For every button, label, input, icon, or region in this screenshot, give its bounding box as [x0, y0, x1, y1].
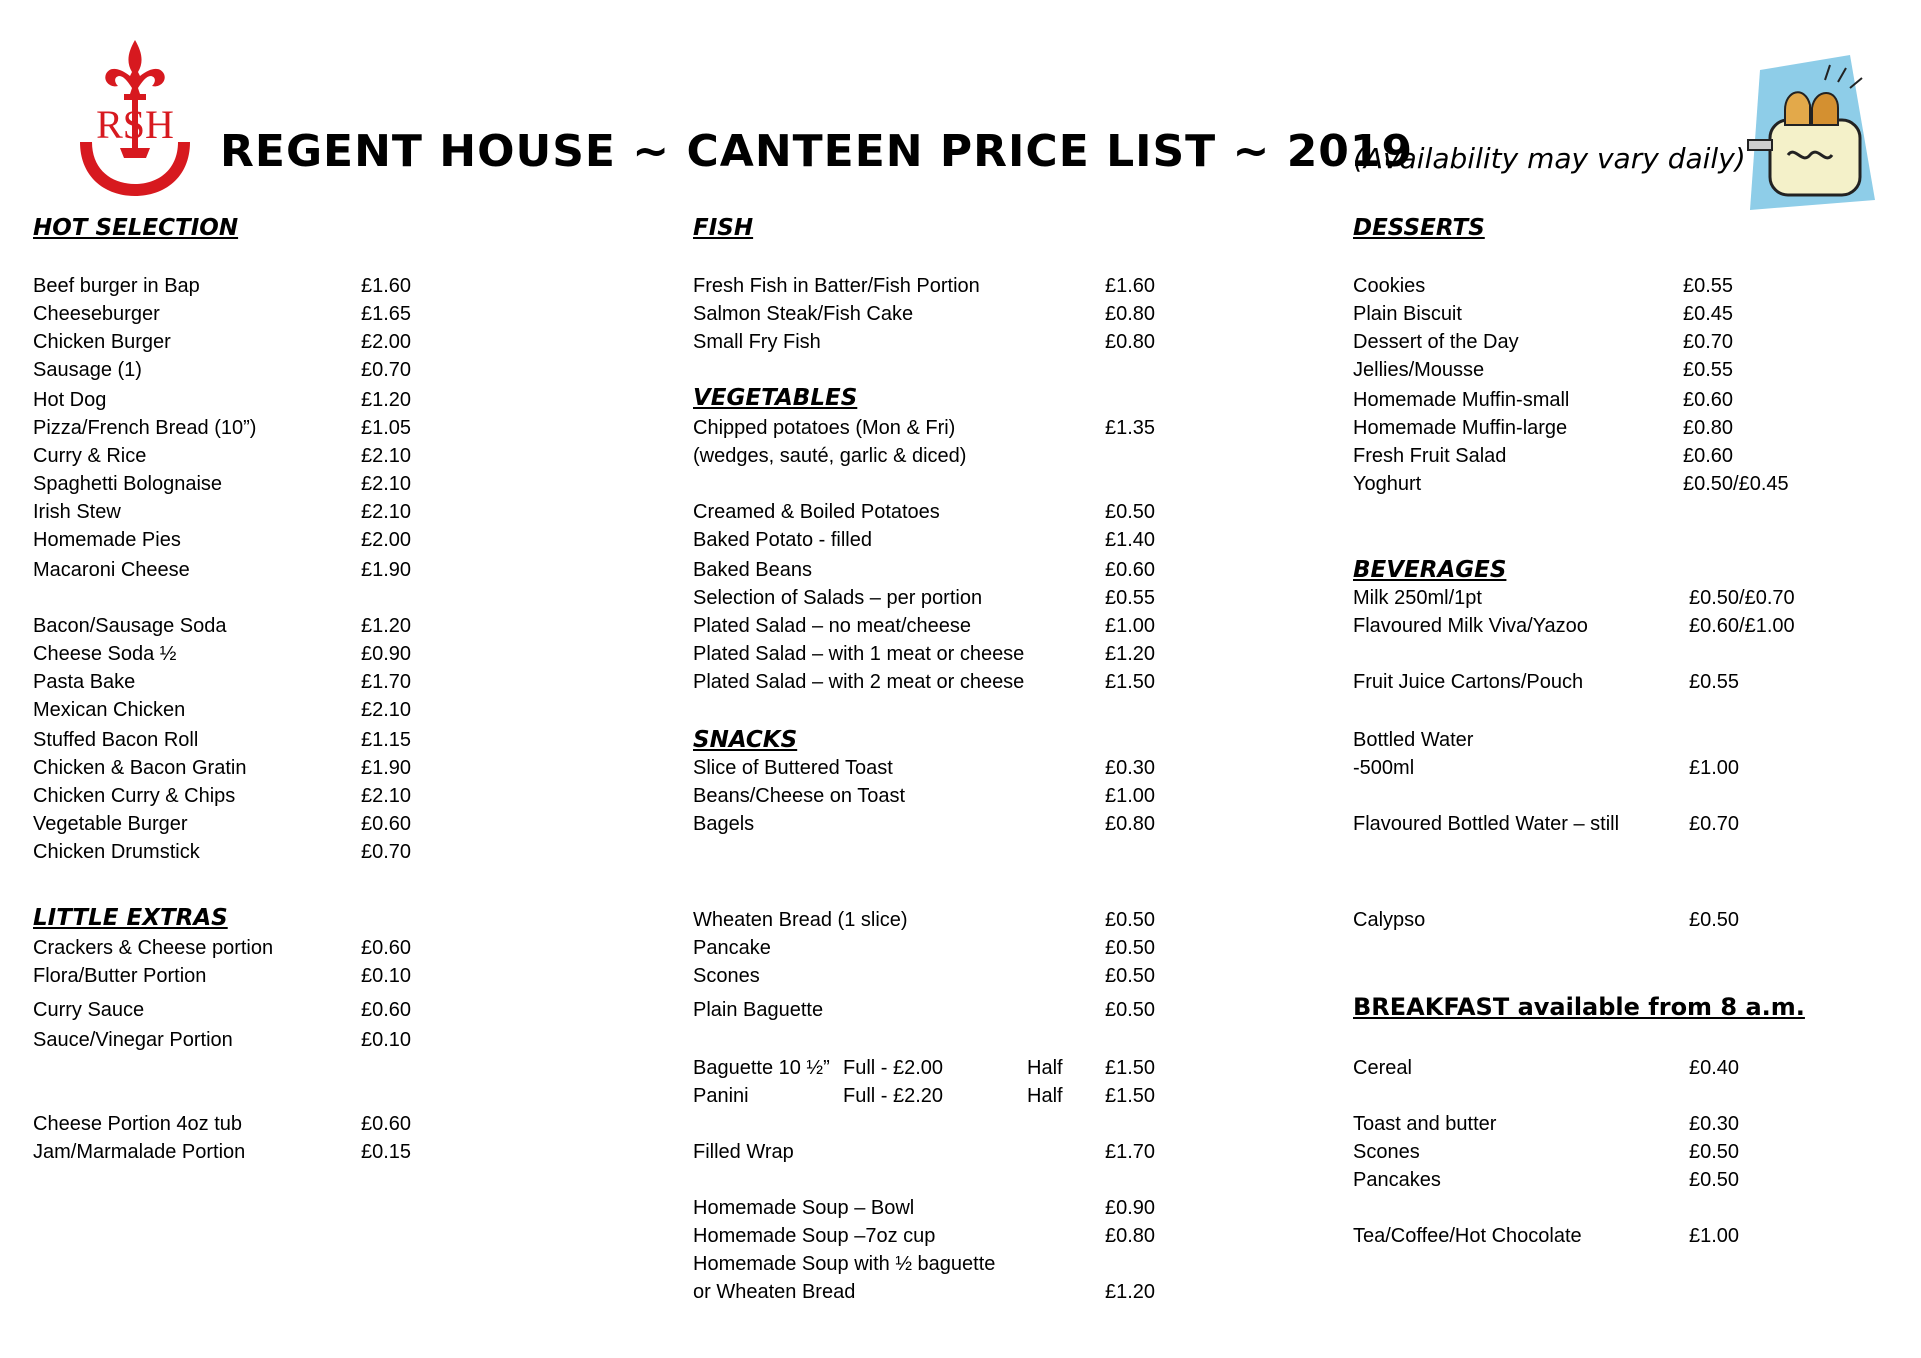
snacks-heading: SNACKS [693, 727, 798, 753]
beverages-heading: BEVERAGES [1353, 557, 1507, 583]
little-extras-heading: LITTLE EXTRAS [33, 905, 228, 931]
page-title: REGENT HOUSE ~ CANTEEN PRICE LIST ~ 2019 [220, 126, 1414, 177]
breakfast-heading: BREAKFAST available from 8 a.m. [1353, 993, 1805, 1021]
rsh-logo [70, 38, 200, 198]
svg-text:RSH: RSH [96, 102, 174, 147]
vegetables-heading: VEGETABLES [693, 385, 858, 411]
toaster-icon [1730, 50, 1890, 220]
fish-heading: FISH [693, 215, 754, 241]
hot-selection-heading: HOT SELECTION [33, 215, 239, 241]
desserts-heading: DESSERTS [1353, 215, 1485, 241]
fleur-de-lis-crest-icon [70, 38, 200, 198]
availability-note: (Availability may vary daily) [1353, 142, 1746, 175]
